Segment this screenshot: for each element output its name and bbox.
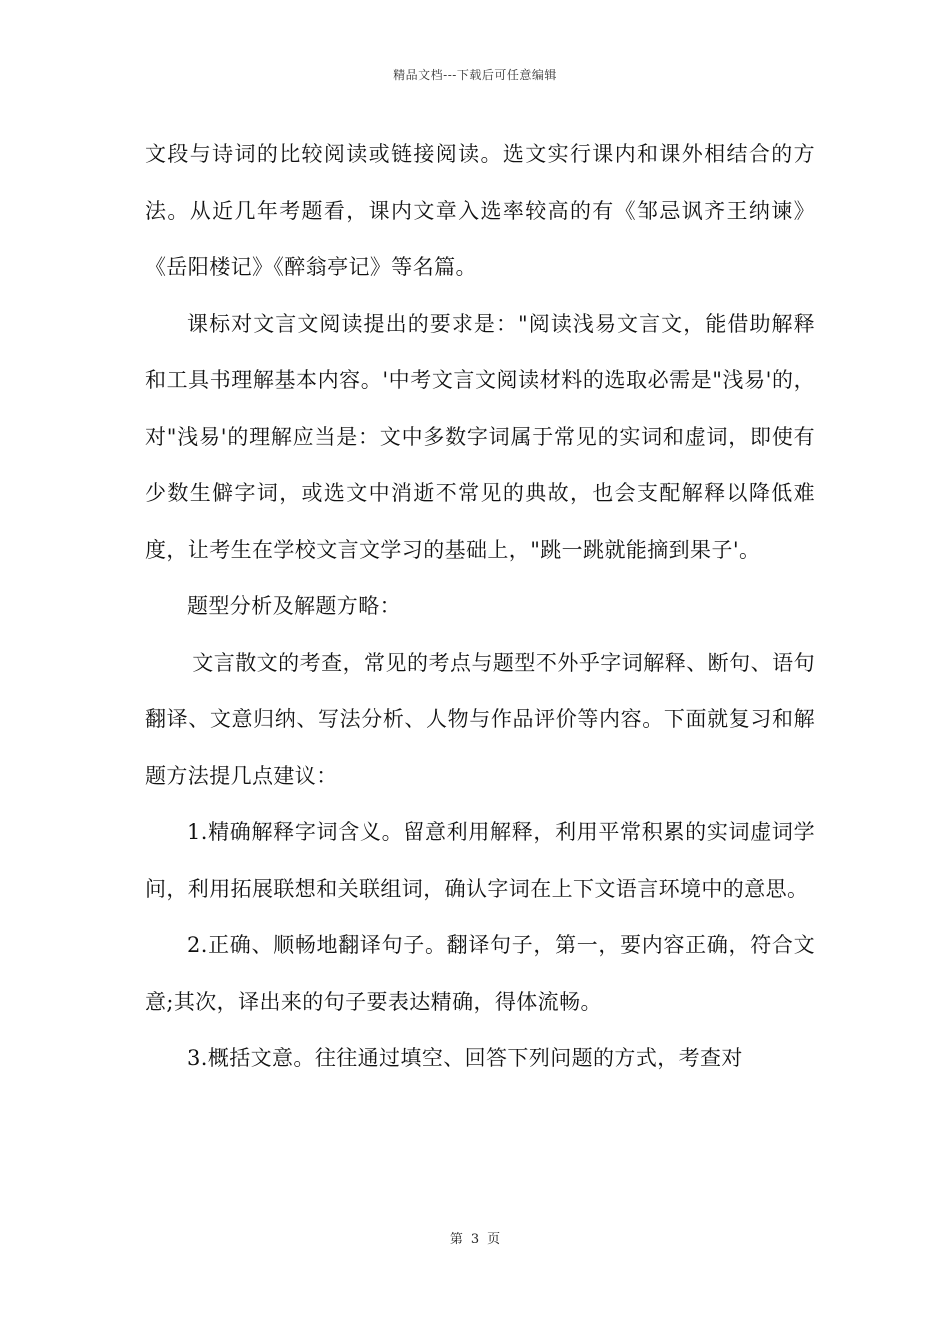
paragraph-6: 2.正确、顺畅地翻译句子。翻译句子，第一，要内容正确，符合文意;其次，译出来的句子要表达精确，得体流畅。 <box>145 933 815 1014</box>
page-header: 精品文档---下载后可任意编辑 <box>393 68 557 82</box>
page-footer <box>0 1228 950 1247</box>
paragraph-1: 文段与诗词的比较阅读或链接阅读。选文实行课内和课外相结合的方法。从近几年考题看，课内文章入选率较高的有《邹忌讽齐王纳谏》《岳阳楼记》《醉翁亭记》等名篇。 <box>145 142 815 279</box>
paragraph-3: 题型分析及解题方略： <box>187 594 401 618</box>
page-number: 3 <box>470 1232 480 1247</box>
document-body <box>145 126 815 1087</box>
paragraph-7: 3.概括文意。往往通过填空、回答下列问题的方式，考查对 <box>187 1046 743 1070</box>
page-suffix: 页 <box>487 1232 501 1247</box>
page-prefix: 第 <box>449 1232 463 1247</box>
paragraph-4: 文言散文的考查，常见的考点与题型不外乎字词解释、断句、语句翻译、文意归纳、写法分析、人物与作品评价等内容。下面就复习和解题方法提几点建议： <box>145 650 815 788</box>
paragraph-5: 1.精确解释字词含义。留意利用解释，利用平常积累的实词虚词学问，利用拓展联想和关联组词，确认字词在上下文语言环境中的意思。 <box>145 820 815 901</box>
paragraph-2: 课标对文言文阅读提出的要求是："阅读浅易文言文，能借助解释和工具书理解基本内容。'中考文言文阅读材料的选取必需是"浅易'的，对"浅易'的理解应当是：文中多数字词属于常见的实词和虚词，即使有少数生僻字词，或选文中消逝不常见的典故，也会支配解释以降低难度，让考生在学校文言文学习的基础上，"跳一跳就能摘到果子'。 <box>145 311 815 562</box>
